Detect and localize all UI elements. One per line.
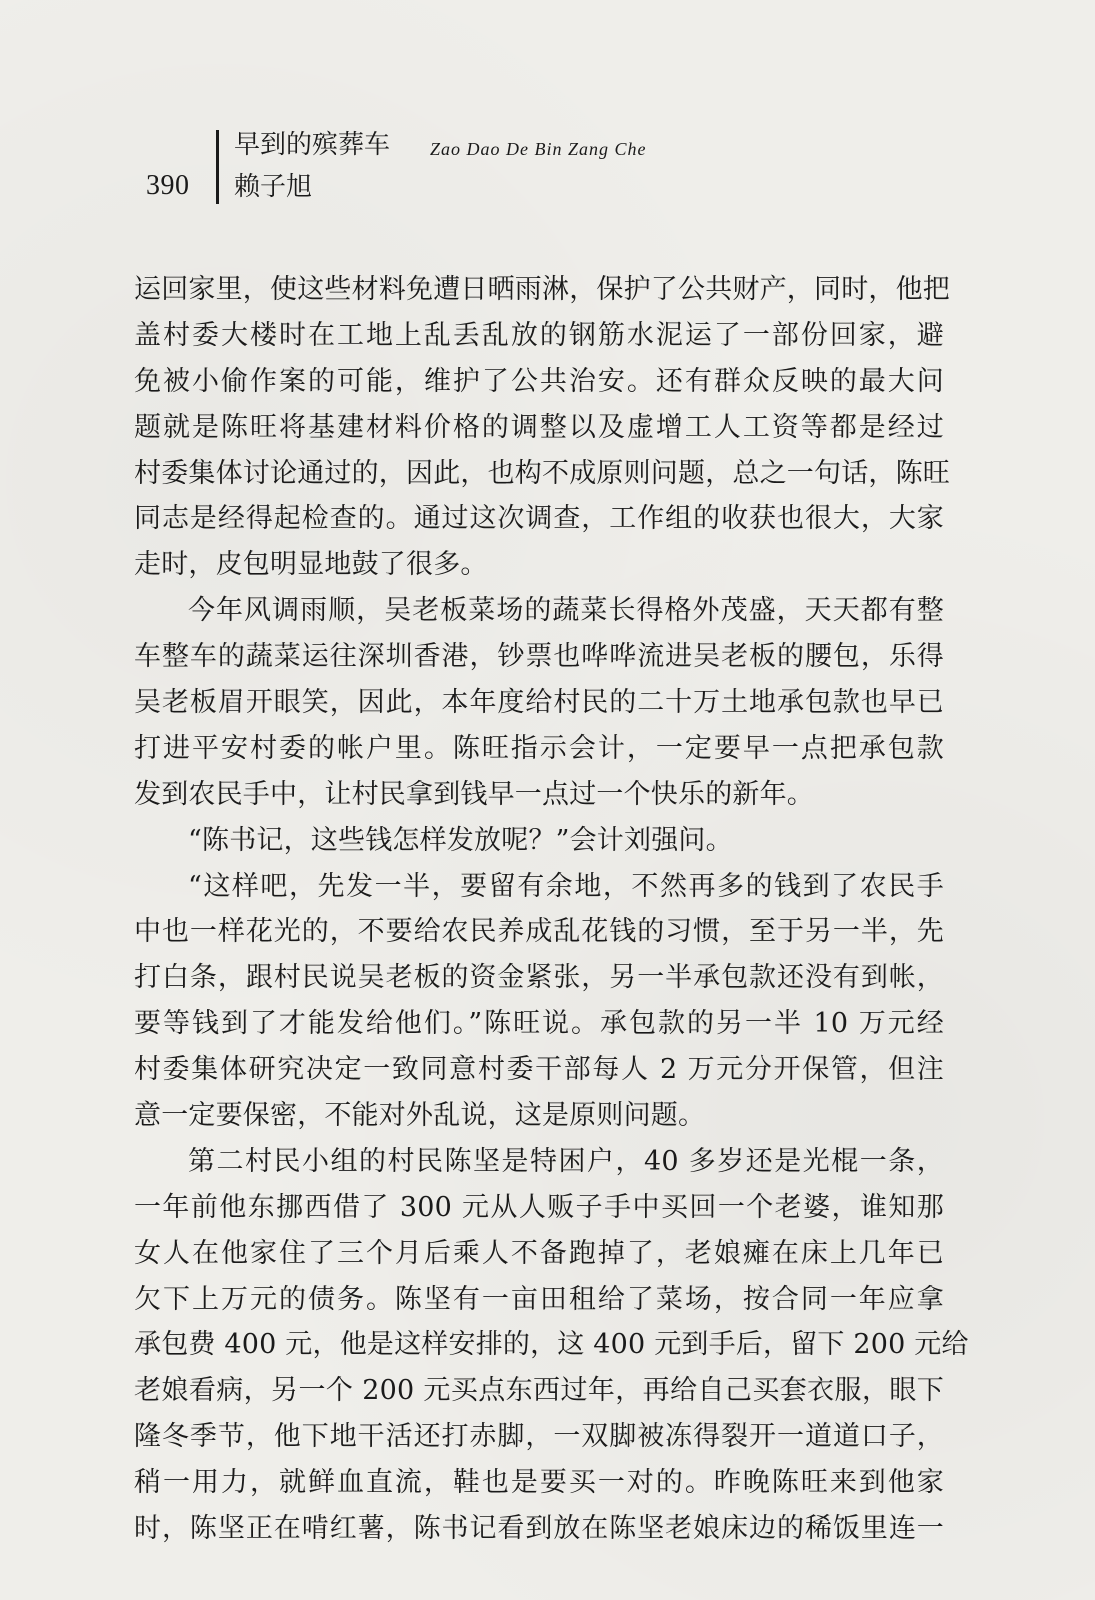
text-line: 发到农民手中，让村民拿到钱早一点过一个快乐的新年。 <box>134 778 814 810</box>
text-line: 盖村委大楼时在工地上乱丢乱放的钢筋水泥运了一部份回家，避 <box>134 319 944 351</box>
text-line: 中也一样花光的，不要给农民养成乱花钱的习惯，至于另一半，先 <box>134 916 944 948</box>
text-line: 吴老板眉开眼笑，因此，本年度给村民的二十万土地承包款也早已 <box>134 687 944 719</box>
author-name: 赖子旭 <box>234 172 313 202</box>
text-line: 免被小偷作案的可能，维护了公共治安。还有群众反映的最大问 <box>134 365 944 397</box>
paragraph-start-line: “这样吧，先发一半，要留有余地，不然再多的钱到了农民手 <box>188 870 944 902</box>
text-line: 打进平安村委的帐户里。陈旺指示会计，一定要早一点把承包款 <box>134 732 944 764</box>
text-line: 车整车的蔬菜运往深圳香港，钞票也哗哗流进吴老板的腰包，乐得 <box>134 641 944 673</box>
text-line: 老娘看病，另一个 200 元买点东西过年，再给自己买套衣服，眼下 <box>134 1375 944 1407</box>
text-line: 同志是经得起检查的。通过这次调查，工作组的收获也很大，大家 <box>134 503 944 535</box>
paragraph-start-line: 今年风调雨顺，吴老板菜场的蔬菜长得格外茂盛，天天都有整 <box>188 595 944 627</box>
header-divider <box>216 130 219 204</box>
body-text <box>134 267 969 1552</box>
page-number: 390 <box>146 170 190 201</box>
text-line: 一年前他东挪西借了 300 元从人贩子手中买回一个老婆，谁知那 <box>134 1191 944 1223</box>
text-line: 走时，皮包明显地鼓了很多。 <box>134 549 488 581</box>
text-line: 打白条，跟村民说吴老板的资金紧张，另一半承包款还没有到帐， <box>134 962 944 994</box>
text-line: 村委集体讨论通过的，因此，也构不成原则问题，总之一句话，陈旺 <box>134 457 950 489</box>
text-line: 女人在他家住了三个月后乘人不备跑掉了，老娘瘫在床上几年已 <box>134 1237 944 1269</box>
running-header <box>140 128 840 208</box>
text-line: 承包费 400 元，他是这样安排的，这 400 元到手后，留下 200 元给 <box>134 1329 969 1361</box>
text-line: 题就是陈旺将基建材料价格的调整以及虚增工人工资等都是经过 <box>134 411 944 443</box>
text-line: 运回家里，使这些材料免遭日晒雨淋，保护了公共财产，同时，他把 <box>134 274 950 305</box>
book-title: 早到的殡葬车 <box>234 130 391 160</box>
text-line: 稍一用力，就鲜血直流，鞋也是要买一对的。昨晚陈旺来到他家 <box>134 1467 944 1499</box>
text-line: 意一定要保密，不能对外乱说，这是原则问题。 <box>134 1100 706 1132</box>
text-line: 村委集体研究决定一致同意村委干部每人 2 万元分开保管，但注 <box>134 1054 944 1086</box>
text-line: 隆冬季节，他下地干活还打赤脚，一双脚被冻得裂开一道道口子， <box>134 1421 944 1453</box>
paragraph-start-line: “陈书记，这些钱怎样发放呢？”会计刘强问。 <box>188 824 733 856</box>
text-line: 时，陈坚正在啃红薯，陈书记看到放在陈坚老娘床边的稀饭里连一 <box>134 1513 944 1545</box>
book-title-pinyin: Zao Dao De Bin Zang Che <box>430 139 647 159</box>
text-line: 要等钱到了才能发给他们。”陈旺说。承包款的另一半 10 万元经 <box>134 1008 944 1040</box>
text-line: 欠下上万元的债务。陈坚有一亩田租给了菜场，按合同一年应拿 <box>134 1283 944 1315</box>
paragraph-start-line: 第二村民小组的村民陈坚是特困户，40 多岁还是光棍一条， <box>188 1145 944 1177</box>
